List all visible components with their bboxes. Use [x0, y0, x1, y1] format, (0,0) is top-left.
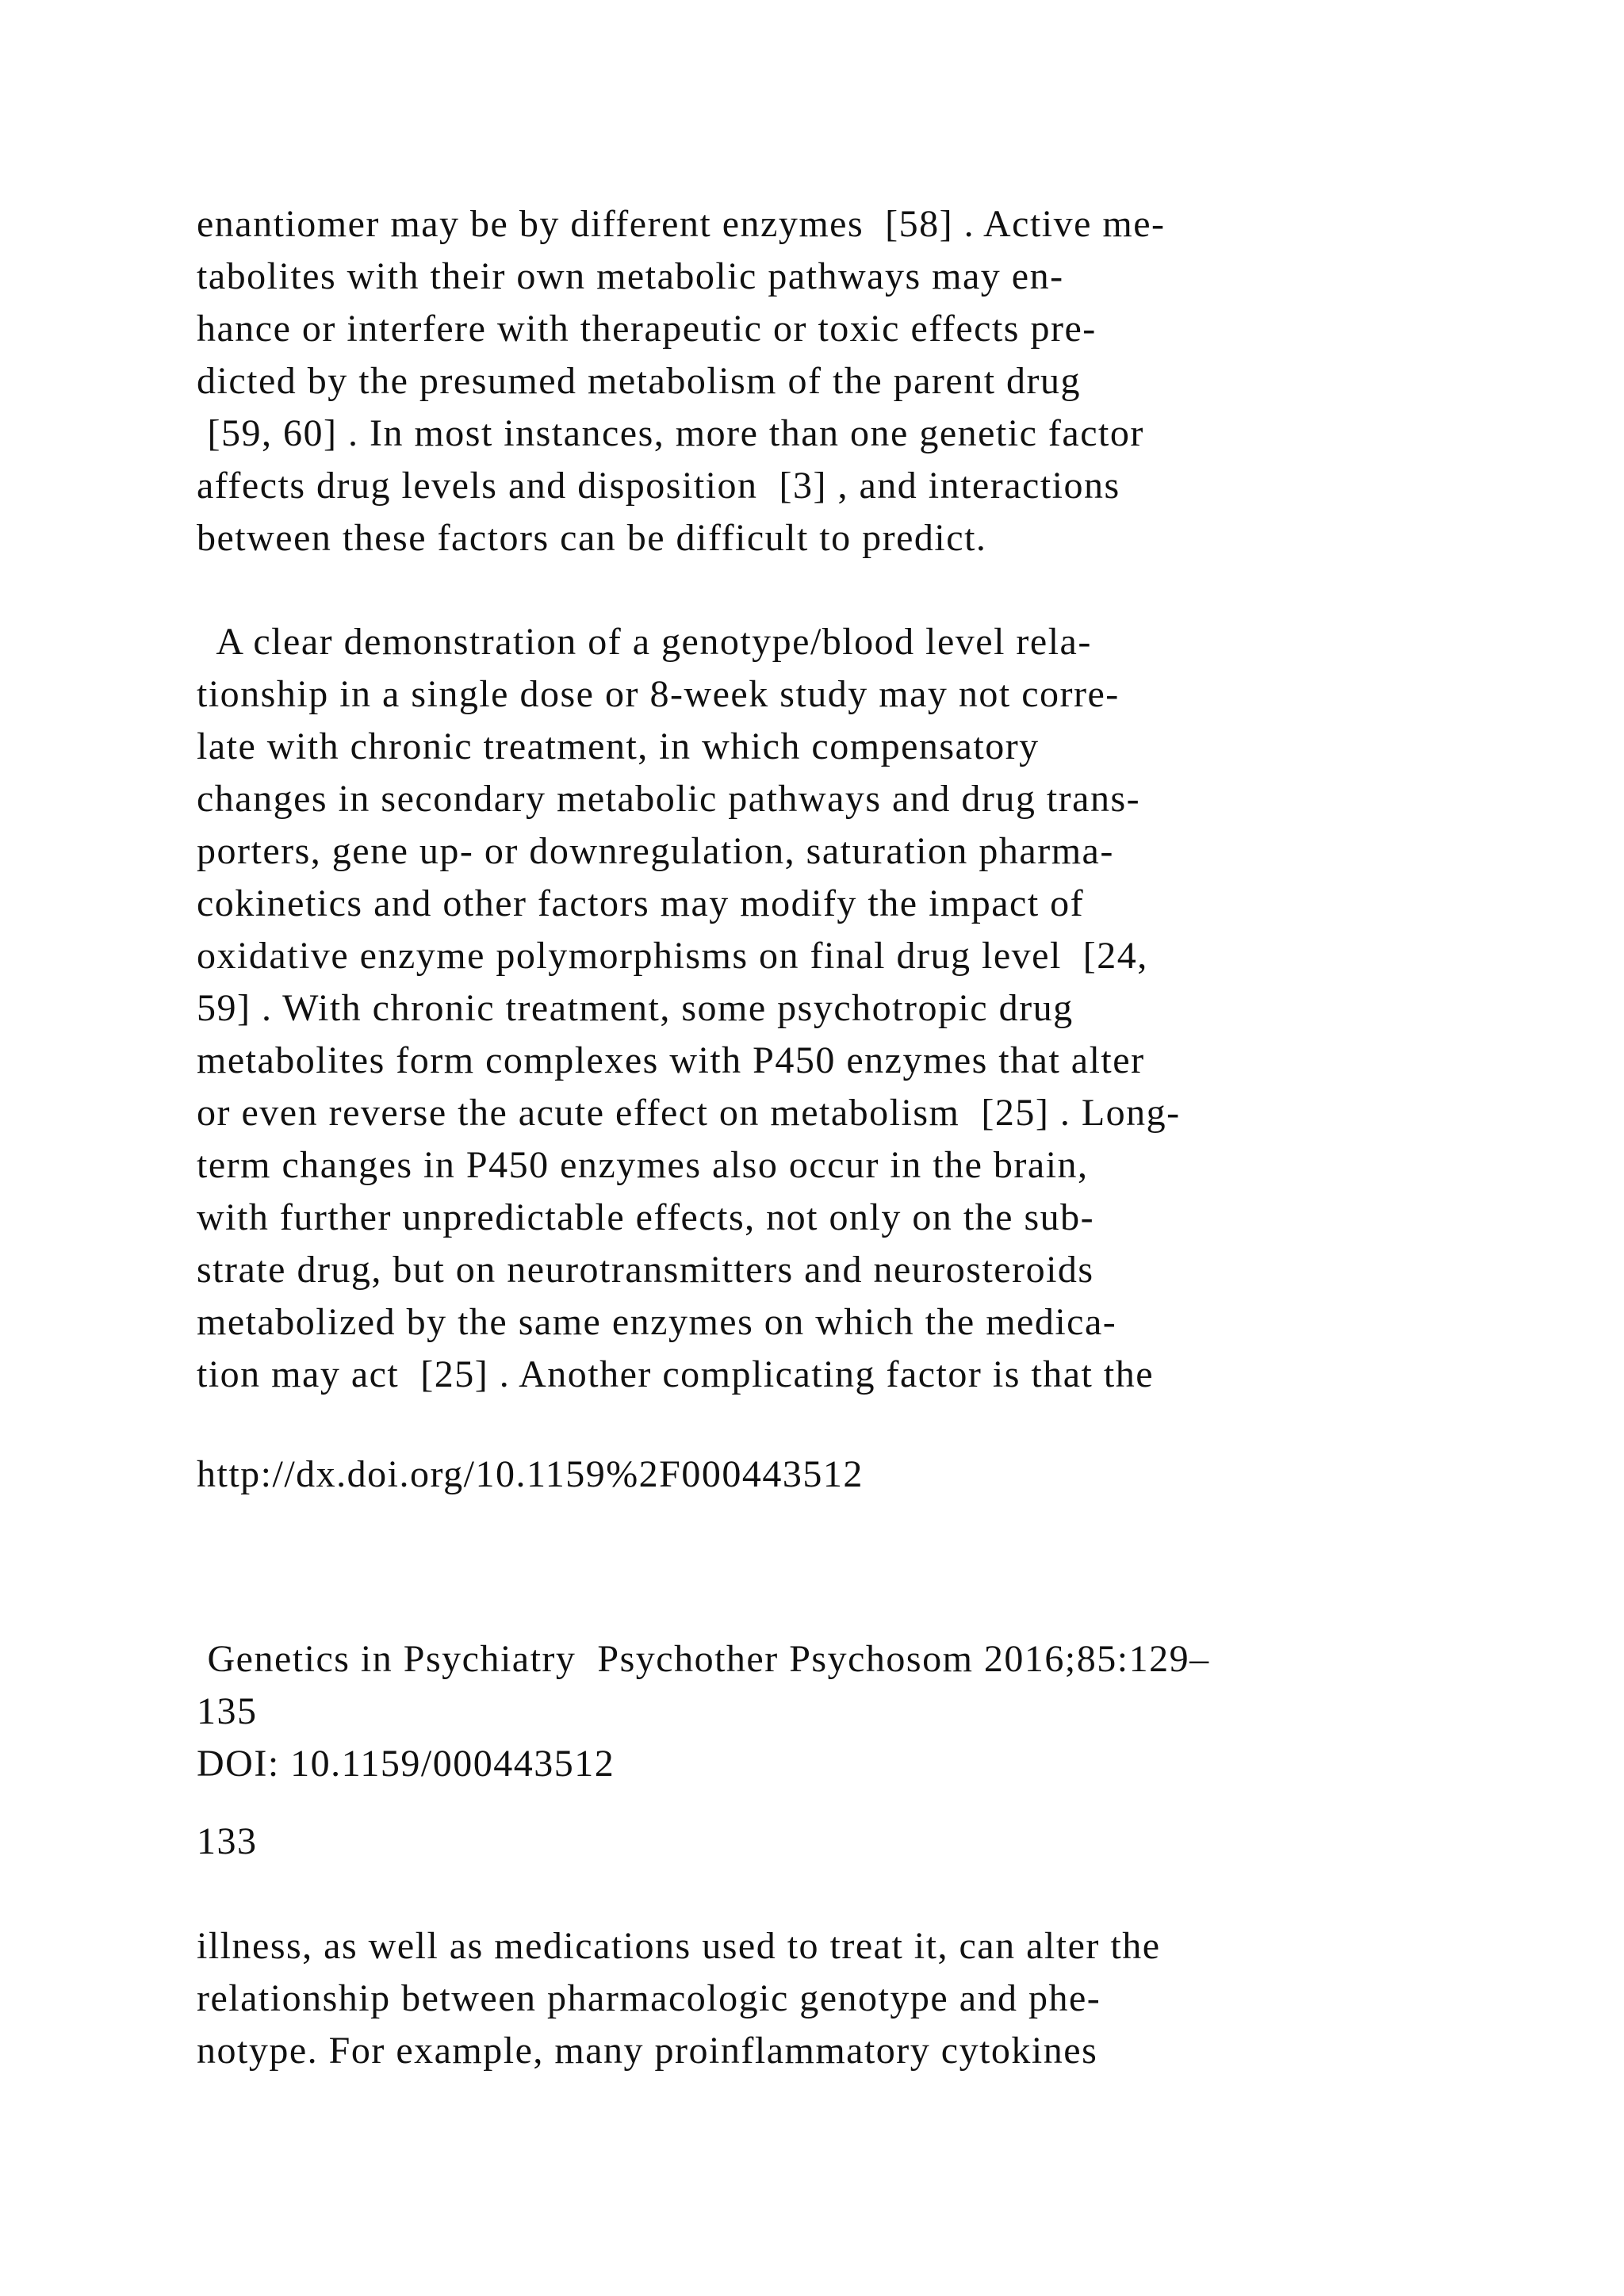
page-number	[197, 1816, 1545, 1868]
text-line: oxidative enzyme polymorphisms on final drug level [24,	[197, 935, 1148, 977]
text-line: A clear demonstration of a genotype/blood level rela-	[197, 621, 1092, 663]
text-line: porters, gene up- or downregulation, saturation pharma-	[197, 830, 1114, 872]
text-line: with further unpredictable effects, not only on the sub-	[197, 1196, 1095, 1238]
text-line: affects drug levels and disposition [3] , and interactions	[197, 465, 1120, 507]
doi-link[interactable]	[197, 1448, 1545, 1501]
journal-citation-line: Genetics in Psychiatry Psychother Psychosom 2016;85:129–	[197, 1638, 1210, 1680]
text-line: dicted by the presumed metabolism of the parent drug	[197, 360, 1082, 402]
text-line: strate drug, but on neurotransmitters and neurosteroids	[197, 1249, 1094, 1291]
journal-citation-line: 135	[197, 1690, 258, 1732]
paragraph-enantiomer-metabolism	[197, 198, 1545, 564]
text-line: changes in secondary metabolic pathways and drug trans-	[197, 778, 1141, 820]
footer-citation	[197, 1633, 1545, 1790]
text-line: or even reverse the acute effect on metabolism [25] . Long-	[197, 1092, 1181, 1134]
paragraph-genotype-blood-level	[197, 616, 1545, 1401]
text-line: metabolized by the same enzymes on which the medica-	[197, 1301, 1117, 1343]
text-line: between these factors can be difficult to predict.	[197, 517, 987, 559]
text-line: notype. For example, many proinflammatory cytokines	[197, 2030, 1098, 2072]
text-line: tabolites with their own metabolic pathways may en-	[197, 255, 1064, 297]
doi-line: DOI: 10.1159/000443512	[197, 1743, 615, 1785]
text-line: tionship in a single dose or 8-week study may not corre-	[197, 673, 1120, 715]
text-line: enantiomer may be by different enzymes [58] . Active me-	[197, 203, 1166, 245]
text-line: tion may act [25] . Another complicating factor is that the	[197, 1353, 1155, 1395]
text-line: illness, as well as medications used to treat it, can alter the	[197, 1925, 1161, 1967]
text-line: metabolites form complexes with P450 enzymes that alter	[197, 1039, 1145, 1081]
text-line: cokinetics and other factors may modify the impact of	[197, 882, 1085, 924]
paragraph-illness-genotype	[197, 1920, 1545, 2077]
text-line: [59, 60] . In most instances, more than one genetic factor	[197, 412, 1144, 454]
text-line: late with chronic treatment, in which compensatory	[197, 725, 1040, 767]
doi-link-text[interactable]: http://dx.doi.org/10.1159%2F000443512	[197, 1453, 864, 1495]
text-line: relationship between pharmacologic genotype and phe-	[197, 1977, 1101, 2019]
text-line: 59] . With chronic treatment, some psychotropic drug	[197, 987, 1074, 1029]
text-line: term changes in P450 enzymes also occur in the brain,	[197, 1144, 1089, 1186]
text-line: hance or interfere with therapeutic or toxic effects pre-	[197, 308, 1097, 350]
page-number-text: 133	[197, 1820, 258, 1862]
